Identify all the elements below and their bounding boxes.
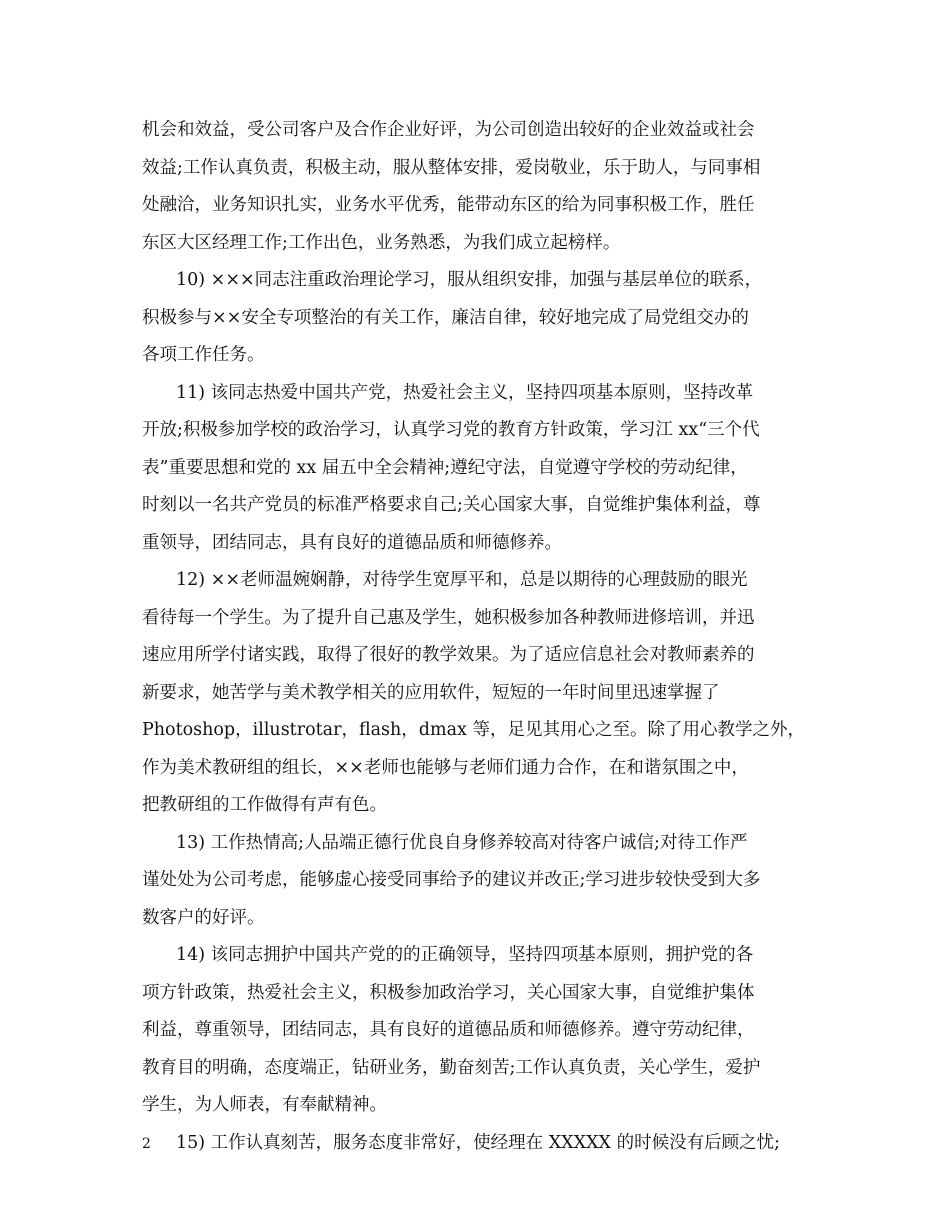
text-line: 数客户的好评。 — [142, 907, 265, 928]
text-line: 开放;积极参加学校的政治学习，认真学习党的教育方针政策，学习江 xx“三个代 — [142, 420, 760, 440]
text-line: 效益;工作认真负责，积极主动，服从整体安排，爱岗敬业，乐于助人，与同事相 — [142, 157, 761, 178]
text-line: 各项工作任务。 — [142, 345, 265, 365]
paragraph-first-line: 12) ××老师温婉娴静，对待学生宽厚平和，总是以期待的心理鼓励的眼光 — [176, 570, 748, 590]
text-line: Photoshop，illustrotar，flash，dmax 等，足见其用心之至。除了用心教学之外， — [142, 720, 805, 740]
text-line: 谨处处为公司考虑，能够虚心接受同事给予的建议并改正;学习进步较快受到大多 — [142, 870, 761, 890]
text-line: 重领导，团结同志，具有良好的道德品质和师德修养。 — [142, 532, 562, 553]
paragraph-first-line: 15) 工作认真刻苦，服务态度非常好，使经理在 XXXXX 的时候没有后顾之忧; — [176, 1132, 780, 1153]
text-line: 利益，尊重领导，团结同志，具有良好的道德品质和师德修养。遵守劳动纪律， — [142, 1020, 755, 1040]
paragraph-first-line: 10) ×××同志注重政治理论学习，服从组织安排，加强与基层单位的联系， — [176, 270, 763, 290]
text-line: 教育目的明确，态度端正，钻研业务，勤奋刻苦;工作认真负责，关心学生，爱护 — [142, 1057, 761, 1078]
text-line: 看待每一个学生。为了提升自己惠及学生，她积极参加各种教师进修培训，并迅 — [142, 607, 755, 628]
body-text — [142, 112, 822, 1162]
text-line: 东区大区经理工作;工作出色，业务熟悉，为我们成立起榜样。 — [142, 232, 621, 253]
paragraph-first-line: 14) 该同志拥护中国共产党的的正确领导，坚持四项基本原则，拥护党的各 — [176, 945, 754, 965]
text-line: 速应用所学付诸实践，取得了很好的教学效果。为了适应信息社会对教师素养的 — [142, 645, 755, 665]
text-line: 项方针政策，热爱社会主义，积极参加政治学习，关心国家大事，自觉维护集体 — [142, 982, 755, 1003]
text-line: 新要求，她苦学与美术教学相关的应用软件，短短的一年时间里迅速掌握了 — [142, 682, 720, 703]
page-number: 2 — [142, 1136, 151, 1152]
text-line: 把教研组的工作做得有声有色。 — [142, 795, 387, 815]
text-line: 处融洽，业务知识扎实，业务水平优秀，能带动东区的给为同事积极工作，胜任 — [142, 195, 755, 215]
text-line: 表”重要思想和党的 xx 届五中全会精神;遵纪守法，自觉遵守学校的劳动纪律， — [142, 457, 748, 478]
text-line: 作为美术教研组的组长，××老师也能够与老师们通力合作，在和谐氛围之中， — [142, 757, 749, 778]
text-line: 时刻以一名共产党员的标准严格要求自己;关心国家大事，自觉维护集体利益，尊 — [142, 495, 761, 515]
paragraph-first-line: 13) 工作热情高;人品端正德行优良自身修养较高对待客户诚信;对待工作严 — [176, 832, 748, 853]
text-line: 学生，为人师表，有奉献精神。 — [142, 1095, 387, 1115]
paragraph-first-line: 11) 该同志热爱中国共产党，热爱社会主义，坚持四项基本原则，坚持改革 — [176, 382, 754, 403]
text-line: 积极参与××安全专项整治的有关工作，廉洁自律，较好地完成了局党组交办的 — [142, 307, 749, 328]
text-line: 机会和效益，受公司客户及合作企业好评，为公司创造出较好的企业效益或社会 — [142, 120, 755, 140]
